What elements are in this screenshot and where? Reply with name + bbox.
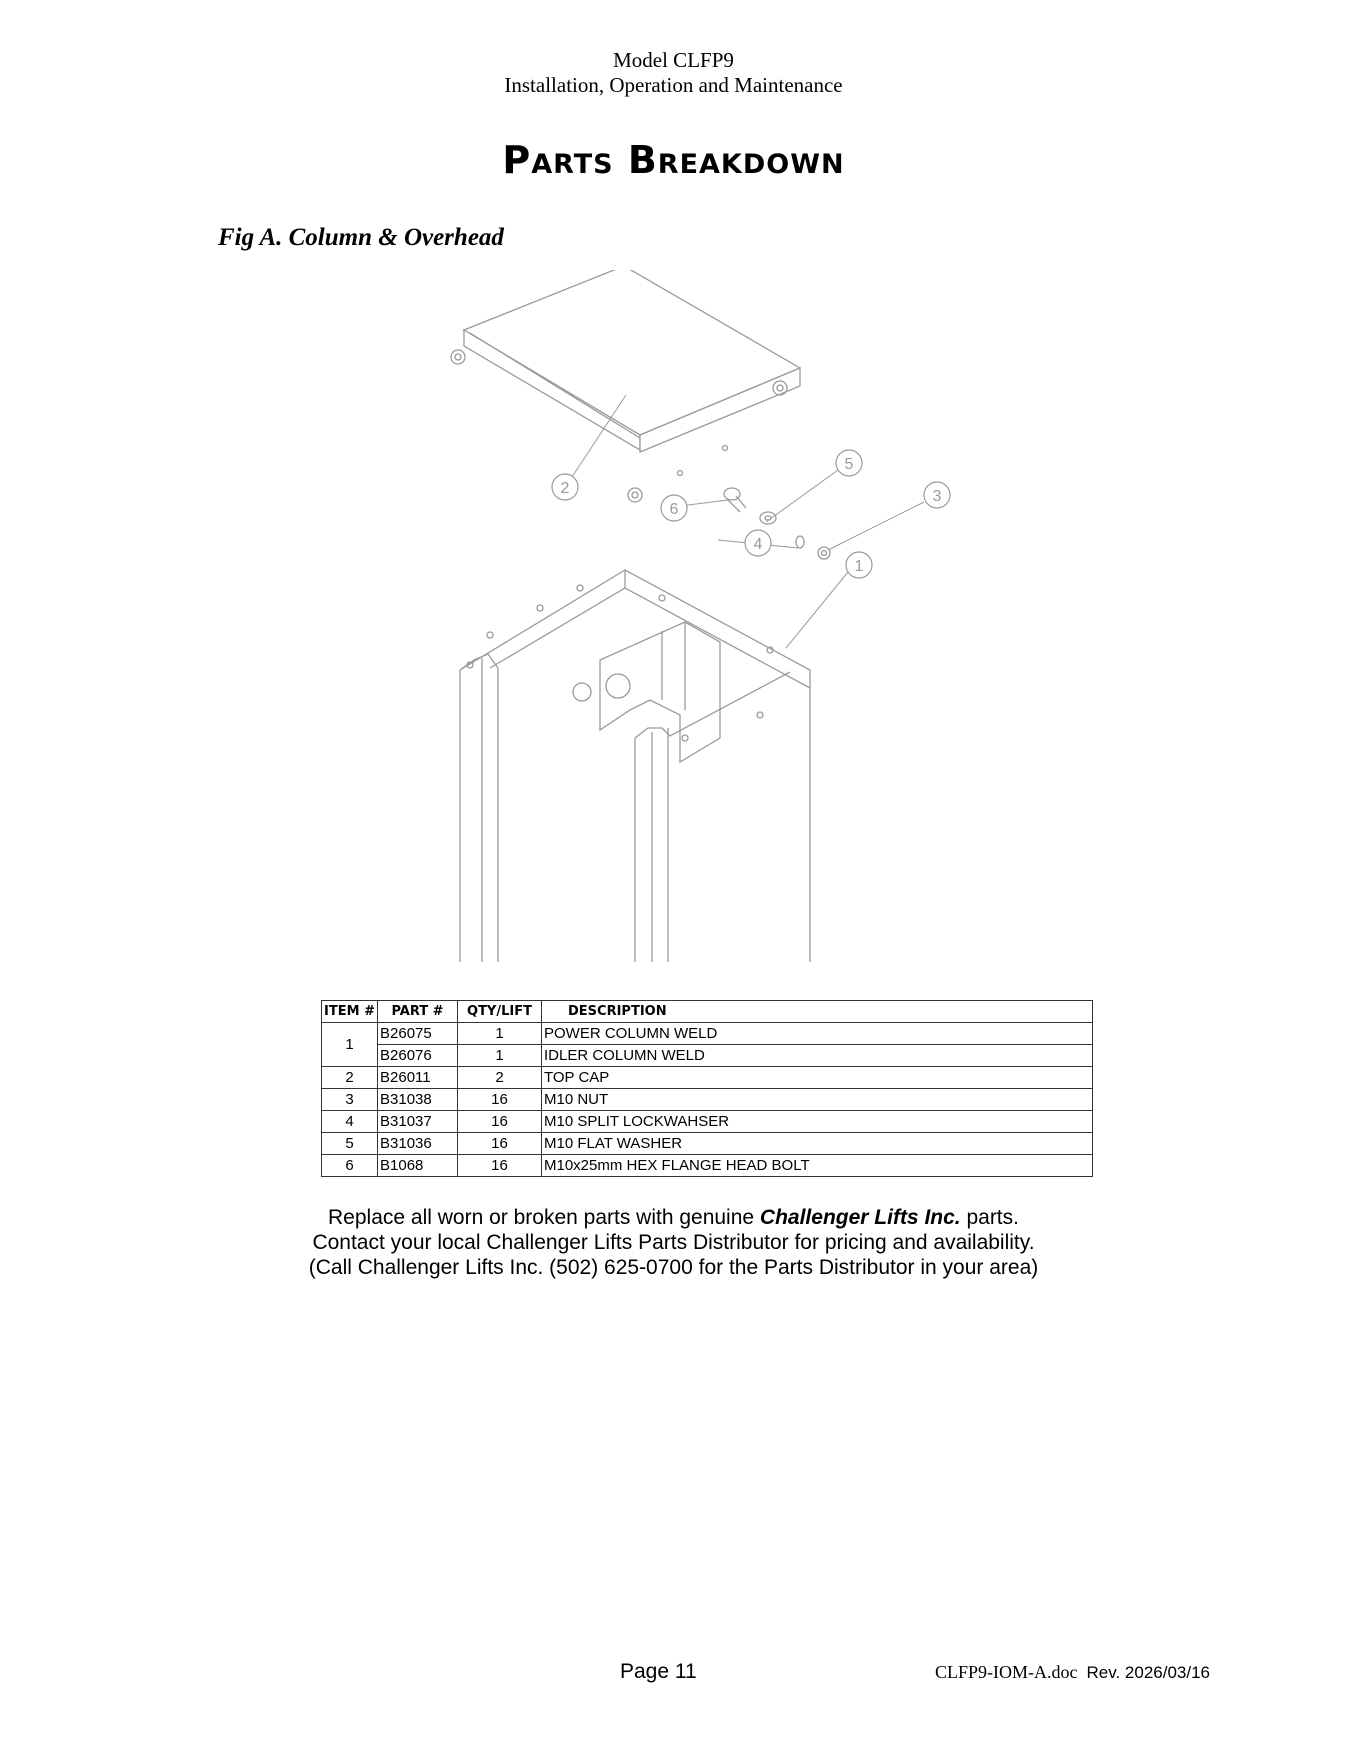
column-drawing	[460, 570, 810, 962]
notice-text: parts.	[960, 1206, 1019, 1229]
document-reference	[935, 1662, 1210, 1683]
exploded-parts-diagram	[430, 270, 960, 970]
part-cell: B26076	[378, 1045, 458, 1067]
table-row	[322, 1045, 1093, 1067]
part-cell: B1068	[378, 1155, 458, 1177]
item-cell: 4	[322, 1111, 378, 1133]
callout-4	[745, 530, 771, 556]
description-cell: M10x25mm HEX FLANGE HEAD BOLT	[542, 1155, 1093, 1177]
svg-text:4: 4	[753, 536, 763, 553]
table-row	[322, 1133, 1093, 1155]
part-cell: B31037	[378, 1111, 458, 1133]
qty-cell: 2	[458, 1067, 542, 1089]
table-row	[322, 1023, 1093, 1045]
notice-line-2: Contact your local Challenger Lifts Parts Distributor for pricing and availability.	[312, 1231, 1035, 1254]
callout-2	[552, 474, 578, 500]
header-subtitle: Installation, Operation and Maintenance	[504, 73, 843, 97]
part-cell: B26075	[378, 1023, 458, 1045]
description-cell: M10 SPLIT LOCKWAHSER	[542, 1111, 1093, 1133]
item-cell: 3	[322, 1089, 378, 1111]
col-header-description: DESCRIPTION	[542, 1001, 1093, 1023]
description-cell: M10 NUT	[542, 1089, 1093, 1111]
table-row	[322, 1089, 1093, 1111]
svg-text:6: 6	[669, 501, 679, 518]
callout-5	[836, 450, 862, 476]
header-model: Model CLFP9	[613, 48, 734, 72]
callout-3	[924, 482, 950, 508]
parts-notice	[0, 1205, 1347, 1280]
figure-caption: Fig A. Column & Overhead	[218, 224, 504, 251]
description-cell: M10 FLAT WASHER	[542, 1133, 1093, 1155]
hardware-drawing	[724, 488, 830, 559]
svg-text:5: 5	[844, 456, 854, 473]
table-header-row	[322, 1001, 1093, 1023]
item-cell: 1	[322, 1023, 378, 1067]
part-cell: B31038	[378, 1089, 458, 1111]
description-cell: IDLER COLUMN WELD	[542, 1045, 1093, 1067]
part-cell: B26011	[378, 1067, 458, 1089]
notice-line-3: (Call Challenger Lifts Inc. (502) 625-0700 for the Parts Distributor in your area)	[308, 1256, 1039, 1279]
callout-1	[846, 552, 872, 578]
svg-text:1: 1	[854, 558, 864, 575]
top-cap-drawing	[451, 270, 800, 502]
qty-cell: 16	[458, 1133, 542, 1155]
notice-text: Replace all worn or broken parts with genuine	[328, 1206, 760, 1229]
page-title: Parts Breakdown	[502, 138, 845, 182]
item-cell: 2	[322, 1067, 378, 1089]
document-filename: CLFP9-IOM-A.doc	[935, 1662, 1078, 1682]
qty-cell: 16	[458, 1089, 542, 1111]
item-cell: 6	[322, 1155, 378, 1177]
col-header-part: PART #	[378, 1001, 458, 1023]
brand-name: Challenger Lifts Inc.	[759, 1206, 961, 1229]
parts-table	[321, 1000, 1093, 1177]
page-header	[0, 48, 1347, 98]
qty-cell: 1	[458, 1045, 542, 1067]
part-cell: B31036	[378, 1133, 458, 1155]
qty-cell: 16	[458, 1155, 542, 1177]
item-cell: 5	[322, 1133, 378, 1155]
description-cell: TOP CAP	[542, 1067, 1093, 1089]
callout-6	[661, 495, 687, 521]
qty-cell: 1	[458, 1023, 542, 1045]
svg-text:2: 2	[560, 480, 570, 497]
table-row	[322, 1155, 1093, 1177]
page-number: Page 11	[620, 1660, 697, 1683]
table-row	[322, 1111, 1093, 1133]
qty-cell: 16	[458, 1111, 542, 1133]
col-header-qty: QTY/LIFT	[458, 1001, 542, 1023]
col-header-item: ITEM #	[322, 1001, 378, 1023]
notice-line-1	[0, 1205, 1347, 1230]
revision-date: Rev. 2026/03/16	[1086, 1663, 1210, 1682]
table-row	[322, 1067, 1093, 1089]
description-cell: POWER COLUMN WELD	[542, 1023, 1093, 1045]
svg-text:3: 3	[932, 488, 942, 505]
